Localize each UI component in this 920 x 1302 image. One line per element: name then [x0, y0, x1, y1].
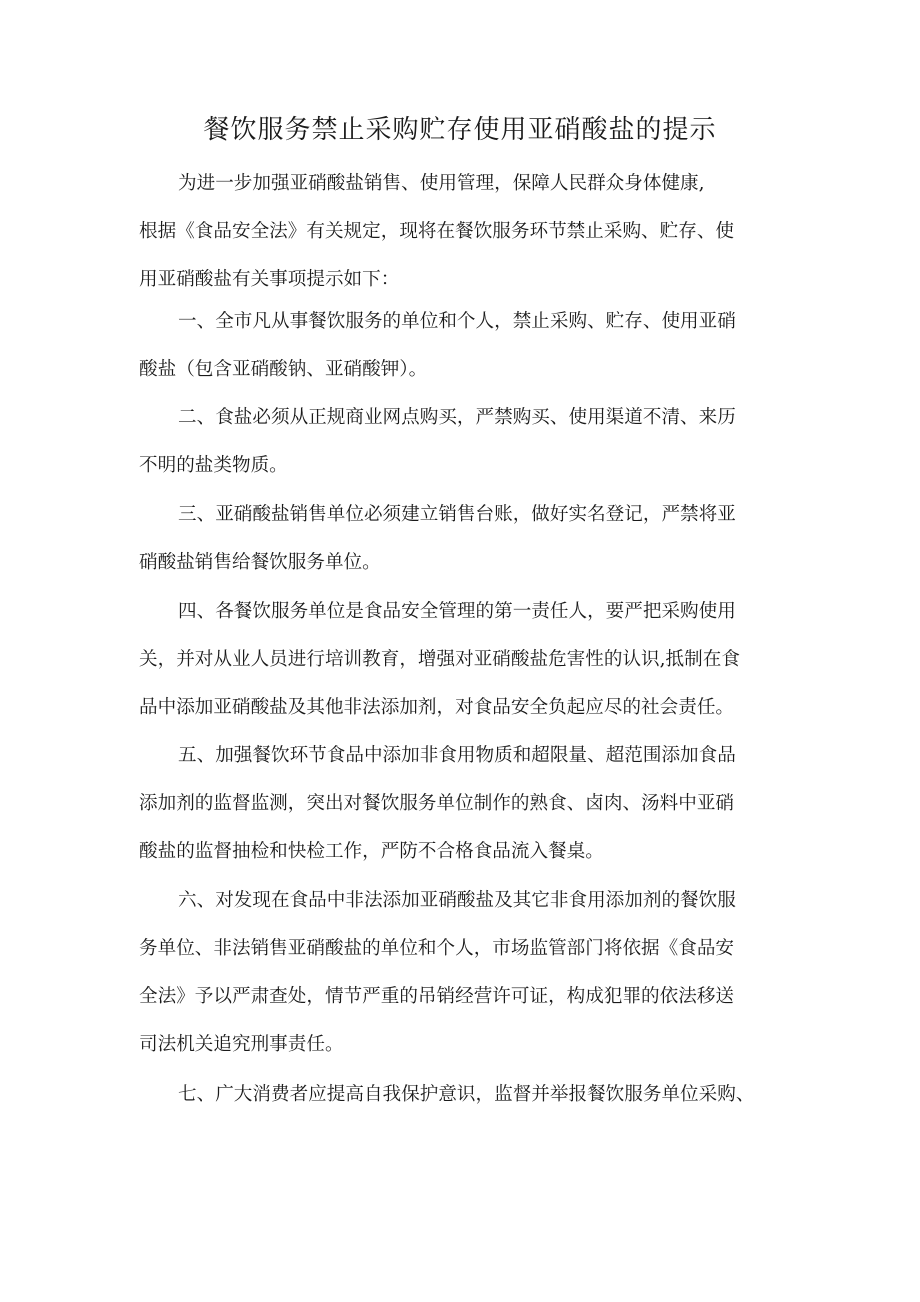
- paragraph-line: 添加剂的监督监测，突出对餐饮服务单位制作的熟食、卤肉、汤料中亚硝: [139, 793, 735, 814]
- item-one-paragraph: [139, 298, 791, 394]
- intro-paragraph: [139, 160, 791, 304]
- paragraph-line: 用亚硝酸盐有关事项提示如下：: [139, 269, 400, 290]
- item-four-paragraph: [139, 588, 791, 732]
- paragraph-line: 一、全市凡从事餐饮服务的单位和个人，禁止采购、贮存、使用亚硝: [178, 311, 736, 332]
- item-six-paragraph: [139, 877, 791, 1069]
- paragraph-line: 务单位、非法销售亚硝酸盐的单位和个人，市场监管部门将依据《食品安: [139, 938, 735, 959]
- item-three-paragraph: [139, 491, 791, 587]
- paragraph-line: 六、对发现在食品中非法添加亚硝酸盐及其它非食用添加剂的餐饮服: [178, 890, 736, 911]
- paragraph-line: 为进一步加强亚硝酸盐销售、使用管理，保障人民群众身体健康,: [178, 173, 705, 194]
- paragraph-line: 品中添加亚硝酸盐及其他非法添加剂，对食品安全负起应尽的社会责任。: [139, 697, 735, 718]
- paragraph-line: 七、广大消费者应提高自我保护意识，监督并举报餐饮服务单位采购、: [178, 1084, 755, 1105]
- paragraph-line: 酸盐的监督抽检和快检工作，严防不合格食品流入餐桌。: [139, 841, 604, 862]
- paragraph-line: 关，并对从业人员进行培训教育，增强对亚硝酸盐危害性的认识,抵制在食: [139, 649, 740, 670]
- paragraph-line: 不明的盐类物质。: [139, 455, 288, 476]
- paragraph-line: 司法机关追究刑事责任。: [139, 1034, 344, 1055]
- document-title: 餐饮服务禁止采购贮存使用亚硝酸盐的提示: [203, 115, 717, 145]
- paragraph-line: 硝酸盐销售给餐饮服务单位。: [139, 552, 381, 573]
- paragraph-line: 五、加强餐饮环节食品中添加非食用物质和超限量、超范围添加食品: [178, 745, 736, 766]
- paragraph-line: 全法》予以严肃查处，情节严重的吊销经营许可证，构成犯罪的依法移送: [139, 986, 735, 1007]
- paragraph-line: 根据《食品安全法》有关规定，现将在餐饮服务环节禁止采购、贮存、使: [139, 221, 735, 242]
- paragraph-line: 二、食盐必须从正规商业网点购买，严禁购买、使用渠道不清、来历: [178, 407, 736, 428]
- paragraph-line: 三、亚硝酸盐销售单位必须建立销售台账，做好实名登记，严禁将亚: [178, 504, 736, 525]
- item-seven-paragraph: [139, 1071, 791, 1119]
- paragraph-line: 酸盐（包含亚硝酸钠、亚硝酸钾）。: [139, 359, 428, 380]
- item-two-paragraph: [139, 394, 791, 490]
- item-five-paragraph: [139, 732, 791, 876]
- paragraph-line: 四、各餐饮服务单位是食品安全管理的第一责任人，要严把采购使用: [178, 601, 736, 622]
